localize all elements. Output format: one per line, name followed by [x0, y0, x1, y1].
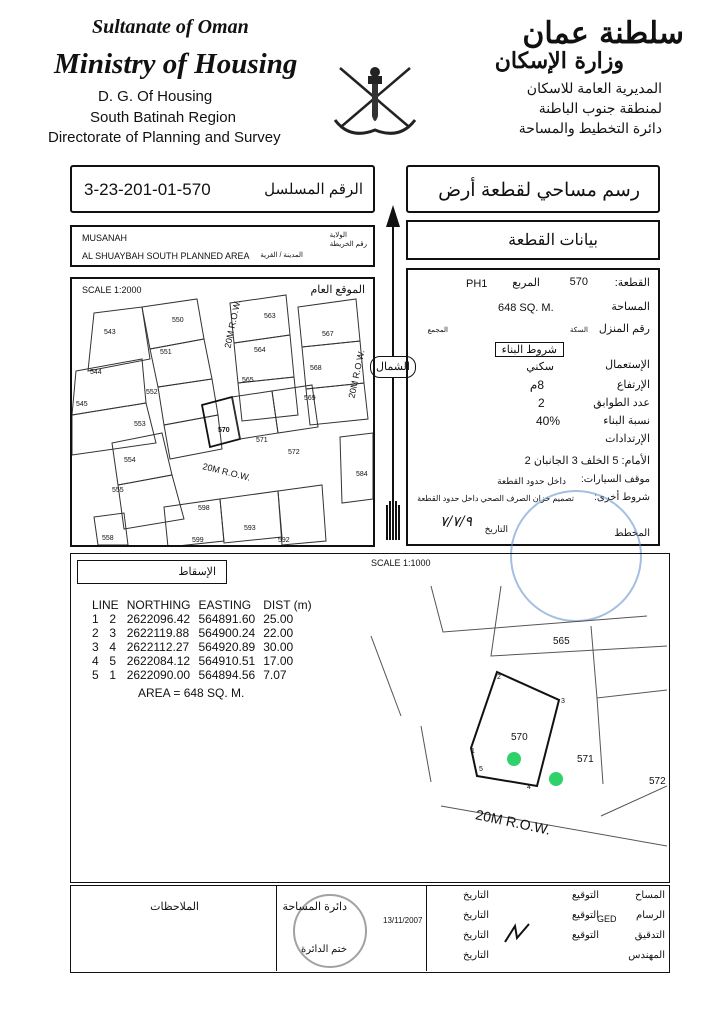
- proj-point-3: 3: [561, 698, 565, 705]
- general-map-scale: SCALE 1:2000: [82, 285, 142, 295]
- header-ar-line3: المديرية العامة للاسكان: [526, 80, 662, 96]
- serial-number: 3-23-201-01-570: [84, 180, 211, 199]
- planner-label: المخطط: [614, 528, 650, 539]
- wilayat-value: MUSANAH: [82, 233, 128, 243]
- row-from: 2: [92, 626, 99, 640]
- document-title: رسم مساحي لقطعة أرض: [438, 180, 640, 201]
- coords-header-northing: NORTHING: [126, 598, 191, 612]
- row-easting: 564910.51: [198, 654, 256, 668]
- planner-date-label: التاريخ: [484, 524, 508, 534]
- height-label: الإرتفاع: [616, 379, 650, 391]
- row-northing: 2622084.12: [126, 654, 191, 668]
- header-ar-line2: وزارة الإسكان: [494, 48, 624, 74]
- height-value: 8م: [529, 378, 544, 392]
- map-plot-598: 598: [198, 505, 210, 512]
- header-en-line2: Ministry of Housing: [54, 48, 298, 80]
- row-from: 1: [92, 612, 99, 626]
- general-map-drawing: [72, 279, 373, 545]
- floors-value: 2: [538, 396, 545, 410]
- table-row: [88, 626, 316, 640]
- other-conditions-label: شروط أخرى:: [594, 492, 650, 503]
- row-northing: 2622119.88: [126, 626, 190, 640]
- marker-dot-1: [507, 752, 521, 766]
- proj-plot-565: 565: [553, 636, 570, 647]
- parking-label: موقف السيارات:: [580, 474, 650, 485]
- projection-scale: SCALE 1:1000: [371, 558, 431, 568]
- row-dist: 17.00: [263, 654, 294, 668]
- date-label-2: التاريخ: [463, 910, 489, 921]
- proj-plot-571: 571: [577, 754, 594, 765]
- dept-stamp-icon: [293, 894, 367, 968]
- ratio-label: نسبة البناء: [603, 415, 650, 427]
- row-northing: 2622112.27: [126, 640, 190, 654]
- checker-label: التدقيق: [634, 930, 665, 941]
- area-summary: AREA = 648 SQ. M.: [138, 686, 245, 700]
- row-easting: 564900.24: [198, 626, 256, 640]
- map-plot-554: 554: [124, 457, 136, 464]
- dept-stamp-label: ختم الدائرة: [300, 944, 347, 955]
- drafter-name: GED: [597, 914, 617, 924]
- area-value: 648 SQ. M.: [498, 302, 554, 314]
- row-easting: 564891.60: [198, 612, 256, 626]
- map-plot-558: 558: [102, 535, 114, 542]
- table-row: [88, 654, 316, 668]
- row-from: 4: [92, 654, 99, 668]
- square-label: المربع: [512, 277, 540, 289]
- header-en-line4: South Batinah Region: [90, 109, 236, 126]
- map-plot-564: 564: [254, 347, 266, 354]
- row-to: 2: [109, 612, 117, 626]
- other-conditions-value: تصميم خزان الصرف الصحي داخل حدود القطعة: [417, 494, 574, 503]
- date-label-3: التاريخ: [463, 930, 489, 941]
- header-en-line3: D. G. Of Housing: [98, 88, 213, 105]
- engineer-label: المهندس: [628, 950, 665, 961]
- map-row-label-2: 20M R.O.W.: [346, 348, 367, 400]
- map-plot-584: 584: [356, 471, 368, 478]
- sign-label-2: التوقيع: [571, 910, 599, 921]
- map-plot-569: 569: [304, 395, 316, 402]
- area-label: المساحة: [611, 301, 650, 313]
- use-label: الإستعمال: [605, 359, 650, 371]
- map-plot-555: 555: [112, 487, 124, 494]
- plot-data-heading-box: [406, 220, 660, 260]
- table-row: [88, 668, 316, 682]
- map-plot-592: 592: [278, 537, 290, 544]
- sikka-label: السكة: [570, 327, 588, 334]
- serial-box: [70, 165, 375, 213]
- footer-box: [70, 885, 670, 973]
- coords-header-dist: DIST (m): [263, 598, 312, 612]
- row-easting: 564920.89: [198, 640, 256, 654]
- drafter-label: الرسام: [636, 910, 665, 921]
- plot-data-heading: بيانات القطعة: [508, 232, 598, 249]
- setbacks-value: الأمام: 5 الخلف 3 الجانبان 2: [524, 455, 650, 467]
- row-dist: 30.00: [263, 640, 294, 654]
- row-to: 3: [109, 626, 117, 640]
- footer-date: 13/11/2007: [383, 916, 423, 925]
- surveyor-label: المساح: [634, 890, 665, 901]
- map-plot-552: 552: [146, 389, 158, 396]
- planner-signed-date: ٧/٧/٩: [440, 514, 472, 530]
- title-box: [406, 165, 660, 213]
- row-dist: 22.00: [263, 626, 294, 640]
- header-en-line1: Sultanate of Oman: [92, 16, 249, 38]
- ratio-value: 40%: [536, 414, 561, 428]
- proj-point-5: 5: [479, 766, 483, 773]
- house-no-label: رقم المنزل: [598, 323, 650, 335]
- plot-no-value: 570: [569, 276, 588, 288]
- map-plot-544: 544: [90, 369, 102, 376]
- map-plot-543: 543: [104, 329, 116, 336]
- table-row: [88, 640, 316, 654]
- general-map-label: الموقع العام: [310, 284, 365, 296]
- map-plot-593: 593: [244, 525, 256, 532]
- header-ar-line4: لمنطقة جنوب الباطنة: [538, 100, 662, 116]
- row-to: 1: [109, 668, 117, 682]
- building-conditions-heading: شروط البناء: [495, 342, 564, 357]
- projection-label: الإسقاط: [178, 566, 216, 578]
- coords-header-line: LINE: [92, 598, 119, 612]
- marker-dot-2: [549, 772, 563, 786]
- header-ar-line1: سلطنة عمان: [522, 16, 684, 51]
- square-value: PH1: [466, 278, 488, 290]
- city-label: المدينة / القرية: [260, 252, 303, 259]
- table-row: [88, 612, 316, 626]
- plot-no-label: القطعة:: [614, 277, 650, 289]
- notes-label: الملاحظات: [150, 901, 199, 913]
- row-easting: 564894.56: [198, 668, 256, 682]
- serial-label: الرقم المسلسل: [264, 181, 363, 198]
- map-row-label-1: 20M R.O.W.: [222, 298, 243, 350]
- area-value: AL SHUAYBAH SOUTH PLANNED AREA: [82, 251, 250, 261]
- date-label-4: التاريخ: [463, 950, 489, 961]
- map-plot-571: 571: [256, 437, 268, 444]
- proj-point-4: 4: [527, 784, 531, 791]
- row-dist: 25.00: [263, 612, 294, 626]
- row-to: 4: [109, 640, 117, 654]
- proj-point-2: 2: [497, 674, 501, 681]
- general-map-box: [70, 277, 375, 547]
- oman-emblem-icon: [330, 60, 420, 142]
- proj-plot-572: 572: [649, 776, 666, 787]
- setbacks-label: الإرتدادات: [605, 433, 650, 445]
- projection-drawing: [361, 576, 667, 880]
- map-plot-553: 553: [134, 421, 146, 428]
- row-from: 3: [92, 640, 99, 654]
- proj-row-label: 20M R.O.W.: [474, 806, 553, 838]
- location-box: [70, 225, 375, 267]
- row-northing: 2622090.00: [126, 668, 191, 682]
- date-label-1: التاريخ: [463, 890, 489, 901]
- map-plot-551: 551: [160, 349, 172, 356]
- coords-header-easting: EASTING: [198, 598, 252, 612]
- complex-label: المجمع: [427, 327, 448, 334]
- sign-label-3: التوقيع: [571, 930, 599, 941]
- coordinates-table: [88, 598, 316, 682]
- header-ar-line5: دائرة التخطيط والمساحة: [518, 120, 662, 136]
- survey-dept-label: دائرة المساحة: [282, 901, 347, 913]
- map-plot-599: 599: [192, 537, 204, 544]
- map-plot-563: 563: [264, 313, 276, 320]
- floors-label: عدد الطوابق: [593, 397, 650, 409]
- map-plot-550: 550: [172, 317, 184, 324]
- map-plot-572: 572: [288, 449, 300, 456]
- map-plot-567: 567: [322, 331, 334, 338]
- proj-plot-570: 570: [511, 732, 528, 743]
- map-row-label-3: 20M R.O.W.: [201, 461, 252, 483]
- row-to: 5: [109, 654, 117, 668]
- map-plot-545: 545: [76, 401, 88, 408]
- wilayat-label: الولاية: [329, 232, 347, 239]
- parking-value: داخل حدود القطعة: [497, 476, 566, 486]
- map-plot-565: 565: [242, 377, 254, 384]
- row-dist: 7.07: [263, 668, 287, 682]
- map-plot-570: 570: [218, 427, 230, 434]
- sign-label-1: التوقيع: [571, 890, 599, 901]
- row-from: 5: [92, 668, 99, 682]
- map-no-label: رقم الخريطة: [329, 241, 367, 248]
- projection-label-box: [77, 560, 227, 584]
- header-en-line5: Directorate of Planning and Survey: [48, 129, 281, 146]
- row-northing: 2622096.42: [126, 612, 191, 626]
- coords-header-row: [88, 598, 316, 612]
- use-value: سكني: [526, 361, 554, 373]
- signature-icon: [503, 920, 533, 946]
- north-label: الشمال: [370, 356, 416, 378]
- map-plot-568: 568: [310, 365, 322, 372]
- proj-point-1: 1: [471, 748, 475, 755]
